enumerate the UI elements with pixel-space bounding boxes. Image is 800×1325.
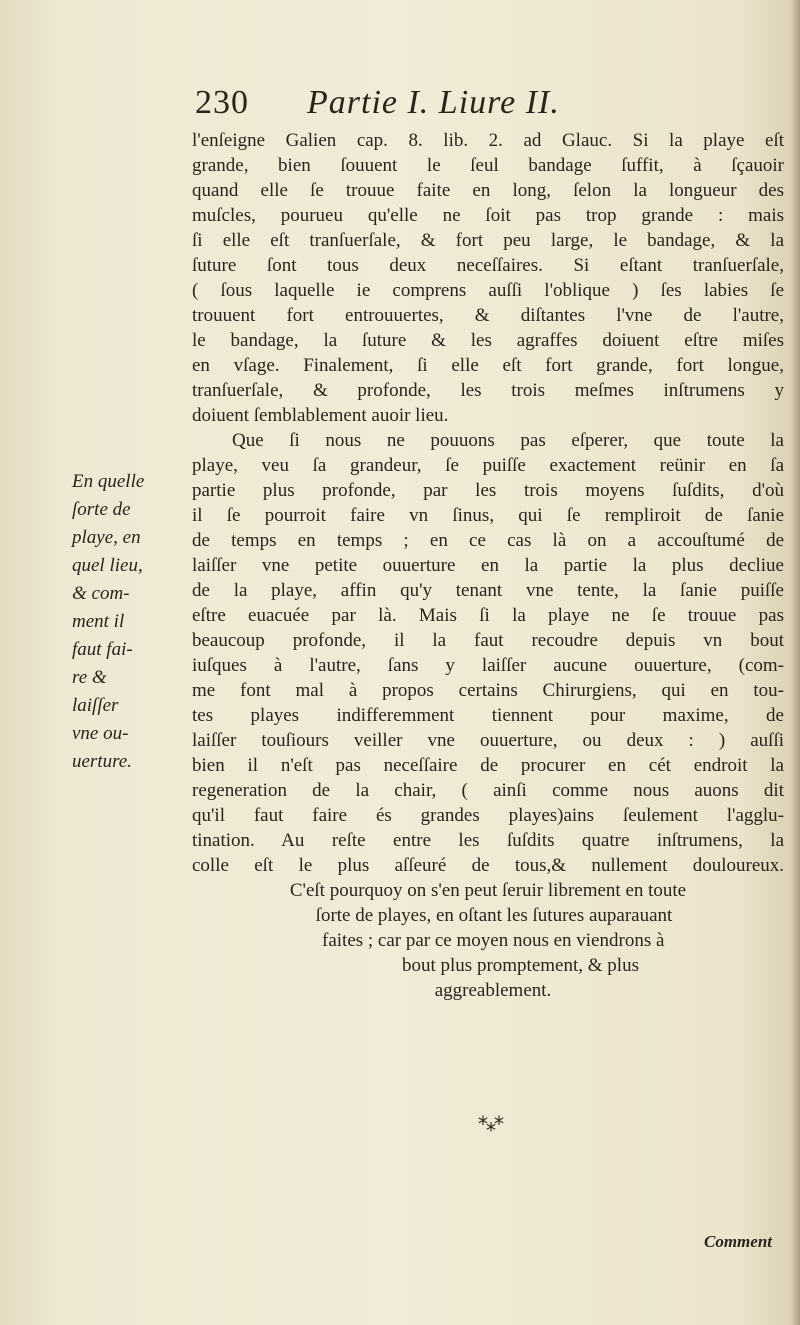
margin-note-line: laiſſer [72,695,119,716]
text-line: me font mal à propos certains Chirurgiens, qui en tou- [192,680,784,701]
text-line: en vſage. Finalement, ſi elle eſt fort grande, fort longue, [192,355,784,376]
text-line: iuſques à l'autre, ſans y laiſſer aucune ouuerture, (com- [192,655,784,676]
margin-note-line: faut fai- [72,639,133,660]
page-number: 230 [195,84,249,121]
text-line: il ſe pourroit faire vn ſinus, qui ſe rempliroit de ſanie [192,505,784,526]
text-line: qu'il faut faire és grandes playes)ains ſeulement l'agglu- [192,805,784,826]
text-line: ſuture ſont tous deux neceſſaires. Si eſtant tranſuerſale, [192,255,784,276]
text-line: de temps en temps ; en ce cas là on a accouſtumé de [192,530,784,551]
running-title: Partie I. Liure II. [307,84,560,121]
text-line: trouuent fort entrouuertes, & diſtantes l'vne de l'autre, [192,305,784,326]
paragraph-start: Que ſi nous ne pouuons pas eſperer, que toute la [232,430,784,451]
text-line: laiſſer touſiours veiller vne ouuerture, ou deux : ) auſſi [192,730,784,751]
text-line: tes playes indifferemment tiennent pour maxime, de [192,705,784,726]
margin-note-line: quel lieu, [72,555,143,576]
text-line: doiuent ſemblablement auoir lieu. [192,405,449,426]
text-line: partie plus profonde, par les trois moyens ſuſdits, d'où [192,480,784,501]
text-line: grande, bien ſouuent le ſeul bandage ſuffit, à ſçauoir [192,155,784,176]
catchword: Comment [703,1232,772,1251]
text-line: l'enſeigne Galien cap. 8. lib. 2. ad Glauc. Si la playe eſt [192,130,784,151]
text-line: ſorte de playes, en oſtant les ſutures auparauant [315,905,673,926]
text-line: colle eſt le plus aſſeuré de tous,& nullement douloureux. [192,855,784,876]
margin-note-line: uerture. [72,751,132,772]
asterism-ornament: *⁎* [478,1112,502,1136]
text-line: bien il n'eſt pas neceſſaire de procurer en cét endroit la [192,755,784,776]
text-line: C'eſt pourquoy on s'en peut ſeruir librement en toute [289,880,687,901]
margin-note-line: ment il [72,611,125,632]
margin-note-line: playe, en [72,527,141,548]
running-header [195,84,755,124]
margin-note [72,468,190,776]
text-line: de la playe, affin qu'y tenant vne tente, la ſanie puiſſe [192,580,784,601]
text-line: faites ; car par ce moyen nous en viendrons à [322,930,665,951]
text-line: muſcles, pourueu qu'elle ne ſoit pas trop grande : mais [192,205,784,226]
text-line: playe, veu ſa grandeur, ſe puiſſe exactement reünir en ſa [192,455,784,476]
text-line: aggreablement. [434,980,552,1001]
text-line: le bandage, la ſuture & les agraffes doiuent eſtre miſes [192,330,784,351]
margin-note-line: En quelle [72,471,145,492]
text-line: tranſuerſale, & profonde, les trois meſmes inſtrumens y [192,380,784,401]
margin-note-line: & com- [72,583,130,604]
text-line: eſtre euacuée par là. Mais ſi la playe ne ſe trouue pas [192,605,784,626]
text-line: quand elle ſe trouue faite en long, ſelon la longueur des [192,180,784,201]
body-text [192,128,784,1003]
margin-note-line: vne ou- [72,723,129,744]
margin-note-line: ſorte de [72,499,131,520]
text-line: laiſſer vne petite ouuerture en la partie la plus decliue [192,555,784,576]
text-line: regeneration de la chair, ( ainſi comme nous auons dit [192,780,784,801]
text-line: tination. Au reſte entre les ſuſdits quatre inſtrumens, la [192,830,784,851]
text-line: ſi elle eſt tranſuerſale, & fort peu large, le bandage, & la [192,230,784,251]
margin-note-line: re & [72,667,107,688]
text-line: beaucoup profonde, il la faut recoudre depuis vn bout [192,630,784,651]
text-line: ( ſous laquelle ie comprens auſſi l'oblique ) ſes labies ſe [192,280,784,301]
text-line: bout plus promptement, & plus [402,955,639,976]
